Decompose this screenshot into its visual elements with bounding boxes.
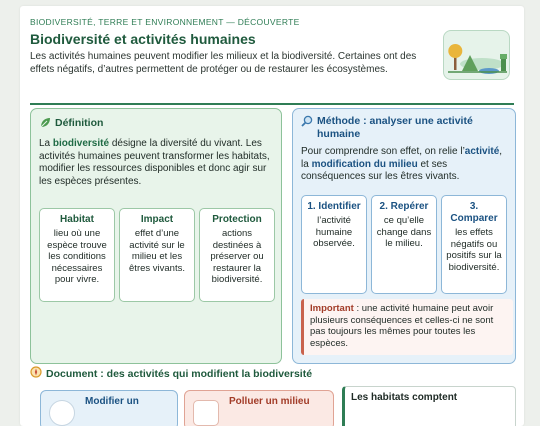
- definition-text-end: désigne la diversité du vivant. Les activités humaines peuvent transformer les habitats, modifier les ressources disponibles et donc agir sur les espèces présentes.: [39, 138, 270, 187]
- definition-title: Définition: [55, 117, 104, 129]
- term-card-title: Habitat: [60, 214, 94, 225]
- important-note: [301, 299, 513, 355]
- document-item-icon: [49, 400, 75, 426]
- page-title: Biodiversité et activités humaines: [30, 31, 256, 47]
- aside-title: Les habitats comptent: [351, 392, 458, 403]
- term-card-impact: [119, 208, 195, 302]
- section-kicker: BIODIVERSITÉ, TERRE ET ENVIRONNEMENT — DÉCOUVERTE: [30, 17, 300, 27]
- term-card-title: Protection: [212, 214, 262, 225]
- step-title: 2. Repérer: [379, 201, 429, 212]
- term-card-protection: [199, 208, 275, 302]
- method-text-1: Pour comprendre son effet, on relie l’: [301, 146, 465, 157]
- definition-heading: [39, 117, 273, 133]
- term-card-habitat: [39, 208, 115, 302]
- term-card-title: Impact: [140, 214, 174, 225]
- document-heading: [30, 366, 312, 381]
- definition-term: biodiversité: [52, 138, 110, 149]
- term-card-text: lieu où une espèce trouve les conditions nécessaires pour vivre.: [47, 228, 107, 285]
- definition-text-start: La: [39, 138, 53, 149]
- step-text: l’activité humaine observée.: [313, 215, 355, 249]
- step-text: les effets négatifs ou positifs sur la biodiversité.: [446, 227, 502, 273]
- method-heading: [301, 115, 507, 141]
- document-title: Document : des activités qui modifient la biodiversité: [46, 367, 313, 380]
- method-card: [292, 108, 516, 364]
- method-text-2: , la: [301, 146, 503, 170]
- document-item-icon: [193, 400, 219, 426]
- important-label: Important: [310, 303, 354, 314]
- page: [20, 6, 524, 426]
- intro-text: Les activités humaines peuvent modifier les milieux et la biodiversité. Certaines ont des effets négatifs, d’autres permettent de protéger ou de restaurer les écosystèmes.: [30, 51, 417, 75]
- definition-terms-row: [39, 208, 275, 302]
- document-item-label: Modifier un: [85, 396, 139, 407]
- magnifier-icon: [301, 115, 313, 131]
- illustration-svg: [444, 31, 511, 81]
- method-strong-activity: activité: [464, 146, 500, 157]
- page-header: [30, 17, 514, 105]
- method-text-3: et ses conséquences sur les êtres vivants.: [301, 158, 460, 183]
- method-steps: [301, 195, 507, 294]
- method-text: [301, 146, 507, 184]
- habitats-aside: [342, 386, 516, 426]
- document-item-modify: [40, 390, 178, 426]
- definition-card: [30, 108, 282, 364]
- definition-text: [39, 138, 273, 188]
- document-item-pollute: [184, 390, 334, 426]
- step-compare: [441, 195, 507, 294]
- tree-hill-lake-illustration-icon: [443, 30, 510, 80]
- term-card-text: effet d’une activité sur le milieu et les êtres vivants.: [129, 228, 185, 274]
- step-text: ce qu’elle change dans le milieu.: [376, 215, 432, 249]
- term-card-text: actions destinées à préserver ou restaurer la biodiversité.: [210, 228, 264, 285]
- method-title: Méthode : analyser une activité humaine: [317, 115, 473, 140]
- step-title: 1. Identifier: [307, 201, 361, 212]
- step-locate: [371, 195, 437, 294]
- important-text: : une activité humaine peut avoir plusieurs conséquences et celles-ci ne sont pas toujours les mêmes pour toutes les espèces.: [310, 303, 494, 349]
- step-title: 3. Comparer: [450, 201, 498, 224]
- compass-icon: [30, 366, 42, 381]
- step-identify: [301, 195, 367, 294]
- method-strong-modification: modification du milieu: [311, 158, 418, 170]
- leaf-icon: [39, 117, 51, 133]
- document-item-label: Polluer un milieu: [229, 396, 310, 407]
